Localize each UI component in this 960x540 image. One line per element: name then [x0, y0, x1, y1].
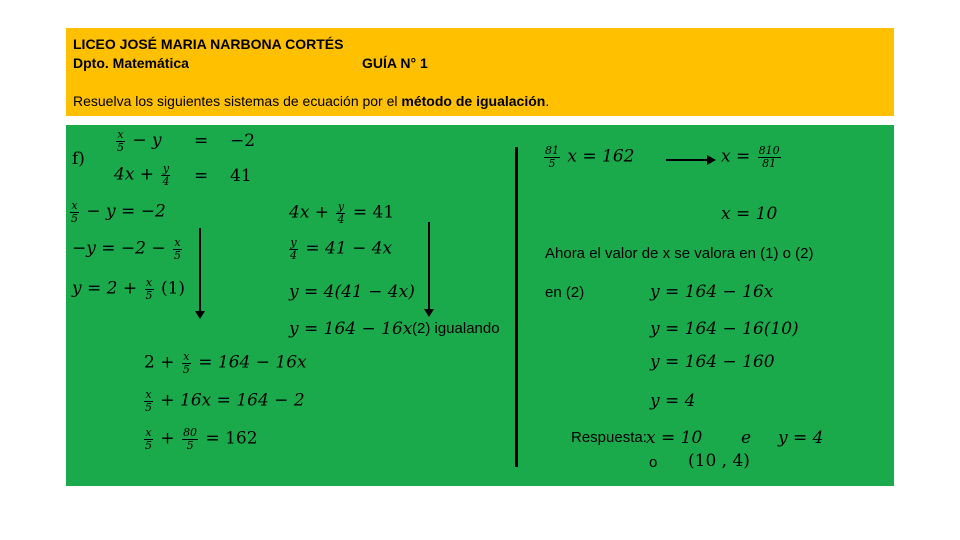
right-step-1-result: x = $\frac{810}{81}$ [721, 144, 780, 170]
left-step-1: $\frac{x}{5}$ − y = −2 [71, 199, 166, 225]
answer-x: x = 10 [646, 428, 703, 448]
right-step-4: y = 164 − 16(10) [650, 319, 799, 339]
worked-solution-panel [66, 125, 894, 486]
left-step-2: −y = −2 − $\frac{x}{5}$ [72, 236, 182, 262]
en-2-label: en (2) [545, 284, 585, 301]
system-eq2-equals: = [194, 166, 209, 186]
substitution-note: Ahora el valor de x se valora en (1) o (2) [545, 245, 814, 262]
system-eq2-rhs: 41 [230, 166, 252, 186]
down-arrow-left-head [195, 311, 205, 319]
middle-step-1: 4x + $\frac{y}{4}$ = 41 [289, 200, 395, 226]
middle-step-4-tag: (2) igualando [412, 320, 500, 337]
right-arrow-head [707, 155, 716, 165]
school-name: LICEO JOSÉ MARIA NARBONA CORTÉS [73, 36, 344, 52]
left-step-3: y = 2 + $\frac{x}{5}$ (1) [72, 276, 186, 302]
right-step-5: y = 164 − 160 [650, 352, 775, 372]
down-arrow-middle-head [424, 309, 434, 317]
instruction: Resuelva los siguientes sistemas de ecuación por el método de igualación. [73, 93, 550, 109]
guide-number: GUÍA N° 1 [362, 55, 428, 71]
middle-step-2: $\frac{y}{4}$ = 41 − 4x [290, 236, 393, 262]
instruction-method: método de igualación [401, 93, 546, 109]
equalization-step-1: 2 + $\frac{x}{5}$ = 164 − 16x [144, 350, 307, 376]
header-banner [66, 28, 894, 116]
exercise-label: f) [72, 149, 85, 169]
right-step-6: y = 4 [650, 391, 696, 411]
answer-label: Respuesta: [571, 429, 647, 446]
answer-e: e [741, 428, 752, 448]
department: Dpto. Matemática [73, 55, 189, 71]
system-eq1-rhs: −2 [230, 131, 256, 151]
right-arrow-line [666, 159, 708, 161]
down-arrow-left [199, 228, 201, 312]
system-equation-2: 4x + $\frac{y}{4}$ [114, 162, 170, 188]
answer-y: y = 4 [778, 428, 824, 448]
down-arrow-middle [428, 222, 430, 310]
middle-step-4: y = 164 − 16x [289, 319, 413, 339]
system-eq1-equals: = [194, 131, 209, 151]
right-step-3: y = 164 − 16x [650, 282, 774, 302]
equalization-step-2: $\frac{x}{5}$ + 16x = 164 − 2 [145, 388, 305, 414]
answer-o: o [649, 454, 658, 471]
right-step-2: x = 10 [721, 204, 778, 224]
answer-pair: (10 , 4) [688, 451, 750, 471]
column-divider [515, 147, 518, 467]
right-step-1: $\frac{81}{5}$ x = 162 [545, 144, 635, 170]
system-equation-1: $\frac{x}{5}$ − y [117, 128, 162, 154]
middle-step-3: y = 4(41 − 4x) [289, 282, 415, 302]
equalization-step-3: $\frac{x}{5}$ + $\frac{80}{5}$ = 162 [145, 426, 258, 452]
